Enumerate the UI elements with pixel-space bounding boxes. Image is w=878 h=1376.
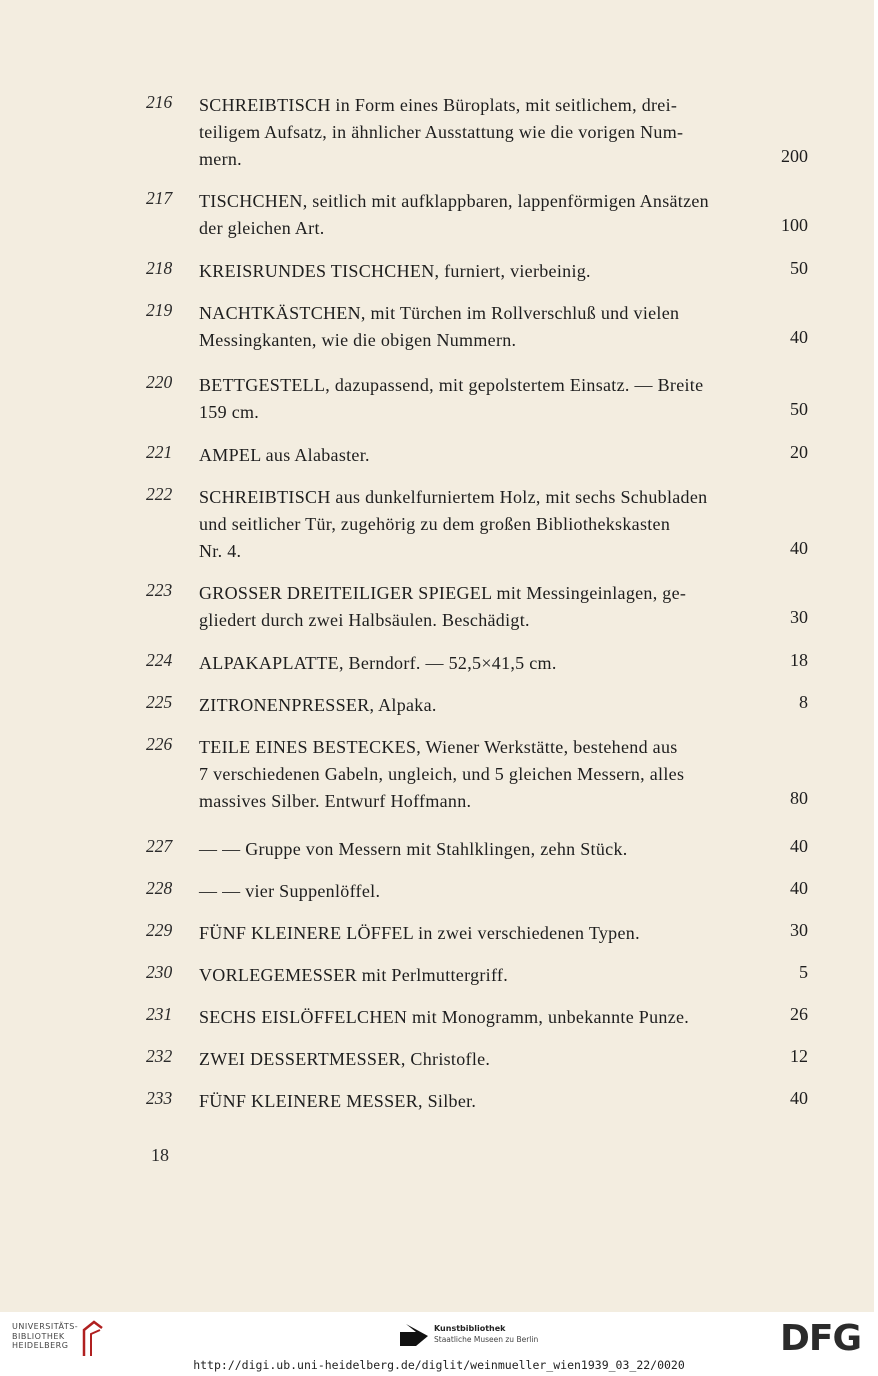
entry-number: 225 [146, 692, 173, 712]
entry-description [199, 1004, 807, 1031]
description-line: mern. [199, 149, 242, 169]
description-line: gliedert durch zwei Halbsäulen. Beschädigt. [199, 610, 530, 630]
entry-price: 50 [790, 258, 808, 278]
entry-price: 5 [799, 962, 808, 982]
entry-description [199, 1046, 807, 1073]
entry-price: 80 [790, 788, 808, 808]
description-line: SECHS EISLÖFFELCHEN mit Monogramm, unbekannte Punze. [199, 1007, 690, 1027]
entry-number: 223 [146, 580, 173, 600]
entry-description [199, 484, 807, 565]
description-line: FÜNF KLEINERE LÖFFEL in zwei verschiedenen Typen. [199, 923, 640, 943]
description-line: ALPAKAPLATTE, Berndorf. — 52,5×41,5 cm. [199, 653, 557, 673]
entry-number: 228 [146, 878, 173, 898]
entry-price: 18 [790, 650, 808, 670]
description-line: TEILE EINES BESTECKES, Wiener Werkstätte, bestehend aus [199, 737, 678, 757]
entry-number: 233 [146, 1088, 173, 1108]
description-line: TISCHCHEN, seitlich mit aufklappbaren, lappenförmigen Ansätzen [199, 191, 709, 211]
description-line: — — Gruppe von Messern mit Stahlklingen, zehn Stück. [199, 839, 628, 859]
description-line: ZITRONENPRESSER, Alpaka. [199, 695, 437, 715]
permalink-url[interactable]: http://digi.ub.uni-heidelberg.de/diglit/weinmueller_wien1939_03_22/0020 [193, 1358, 685, 1372]
entry-price: 100 [781, 215, 808, 235]
description-line: ZWEI DESSERTMESSER, Christofle. [199, 1049, 491, 1069]
description-line: massives Silber. Entwurf Hoffmann. [199, 791, 472, 811]
university-logo-icon[interactable] [80, 1320, 104, 1358]
entry-description [199, 920, 807, 947]
entry-number: 220 [146, 372, 173, 392]
entry-number: 230 [146, 962, 173, 982]
page-number: 18 [151, 1145, 169, 1165]
entry-number: 229 [146, 920, 173, 940]
description-line: GROSSER DREITEILIGER SPIEGEL mit Messingeinlagen, ge- [199, 583, 687, 603]
entry-description [199, 300, 807, 354]
dfg-logo[interactable]: DFG [780, 1318, 862, 1359]
entry-description [199, 580, 807, 634]
description-line: der gleichen Art. [199, 218, 325, 238]
description-line: 159 cm. [199, 402, 260, 422]
description-line: Messingkanten, wie die obigen Nummern. [199, 330, 517, 350]
entry-price: 40 [790, 836, 808, 856]
description-line: SCHREIBTISCH aus dunkelfurniertem Holz, mit sechs Schubladen [199, 487, 708, 507]
entry-price: 50 [790, 399, 808, 419]
description-line: KREISRUNDES TISCHCHEN, furniert, vierbeinig. [199, 261, 591, 281]
library-title: Kunstbibliothek [434, 1324, 506, 1333]
entry-number: 224 [146, 650, 173, 670]
description-line: — — vier Suppenlöffel. [199, 881, 381, 901]
entry-number: 222 [146, 484, 173, 504]
entry-description [199, 836, 807, 863]
entry-price: 26 [790, 1004, 808, 1024]
entry-price: 20 [790, 442, 808, 462]
entry-description [199, 1088, 807, 1115]
entry-description [199, 878, 807, 905]
description-line: und seitlicher Tür, zugehörig zu dem großen Bibliothekskasten [199, 514, 671, 534]
entry-price: 40 [790, 327, 808, 347]
entry-price: 30 [790, 920, 808, 940]
entry-description [199, 258, 807, 285]
description-line: FÜNF KLEINERE MESSER, Silber. [199, 1091, 477, 1111]
entry-number: 218 [146, 258, 173, 278]
entry-number: 216 [146, 92, 173, 112]
entry-price: 30 [790, 607, 808, 627]
entry-description [199, 92, 807, 173]
entry-price: 40 [790, 1088, 808, 1108]
entry-description [199, 650, 807, 677]
entry-number: 221 [146, 442, 173, 462]
entry-price: 40 [790, 878, 808, 898]
description-line: AMPEL aus Alabaster. [199, 445, 370, 465]
entry-price: 12 [790, 1046, 808, 1066]
entry-description [199, 692, 807, 719]
entry-number: 219 [146, 300, 173, 320]
entry-description [199, 442, 807, 469]
library-subtitle: Staatliche Museen zu Berlin [434, 1335, 539, 1344]
entry-number: 217 [146, 188, 173, 208]
university-library-label[interactable]: UNIVERSITÄTS- BIBLIOTHEK HEIDELBERG [12, 1322, 79, 1350]
description-line: Nr. 4. [199, 541, 242, 561]
kunstbibliothek-logo-icon[interactable] [400, 1324, 428, 1350]
entry-number: 231 [146, 1004, 173, 1024]
description-line: VORLEGEMESSER mit Perlmuttergriff. [199, 965, 509, 985]
entry-number: 232 [146, 1046, 173, 1066]
entry-number: 226 [146, 734, 173, 754]
entry-price: 8 [799, 692, 808, 712]
description-line: BETTGESTELL, dazupassend, mit gepolstertem Einsatz. — Breite [199, 375, 704, 395]
entry-description [199, 188, 807, 242]
entry-description [199, 372, 807, 426]
entry-number: 227 [146, 836, 173, 856]
entry-description [199, 962, 807, 989]
description-line: SCHREIBTISCH in Form eines Büroplats, mit seitlichem, drei- [199, 95, 678, 115]
description-line: 7 verschiedenen Gabeln, ungleich, und 5 gleichen Messern, alles [199, 764, 685, 784]
description-line: NACHTKÄSTCHEN, mit Türchen im Rollverschluß und vielen [199, 303, 680, 323]
description-line: teiligem Aufsatz, in ähnlicher Ausstattung wie die vorigen Num- [199, 122, 684, 142]
entry-price: 40 [790, 538, 808, 558]
entry-description [199, 734, 807, 815]
entry-price: 200 [781, 146, 808, 166]
